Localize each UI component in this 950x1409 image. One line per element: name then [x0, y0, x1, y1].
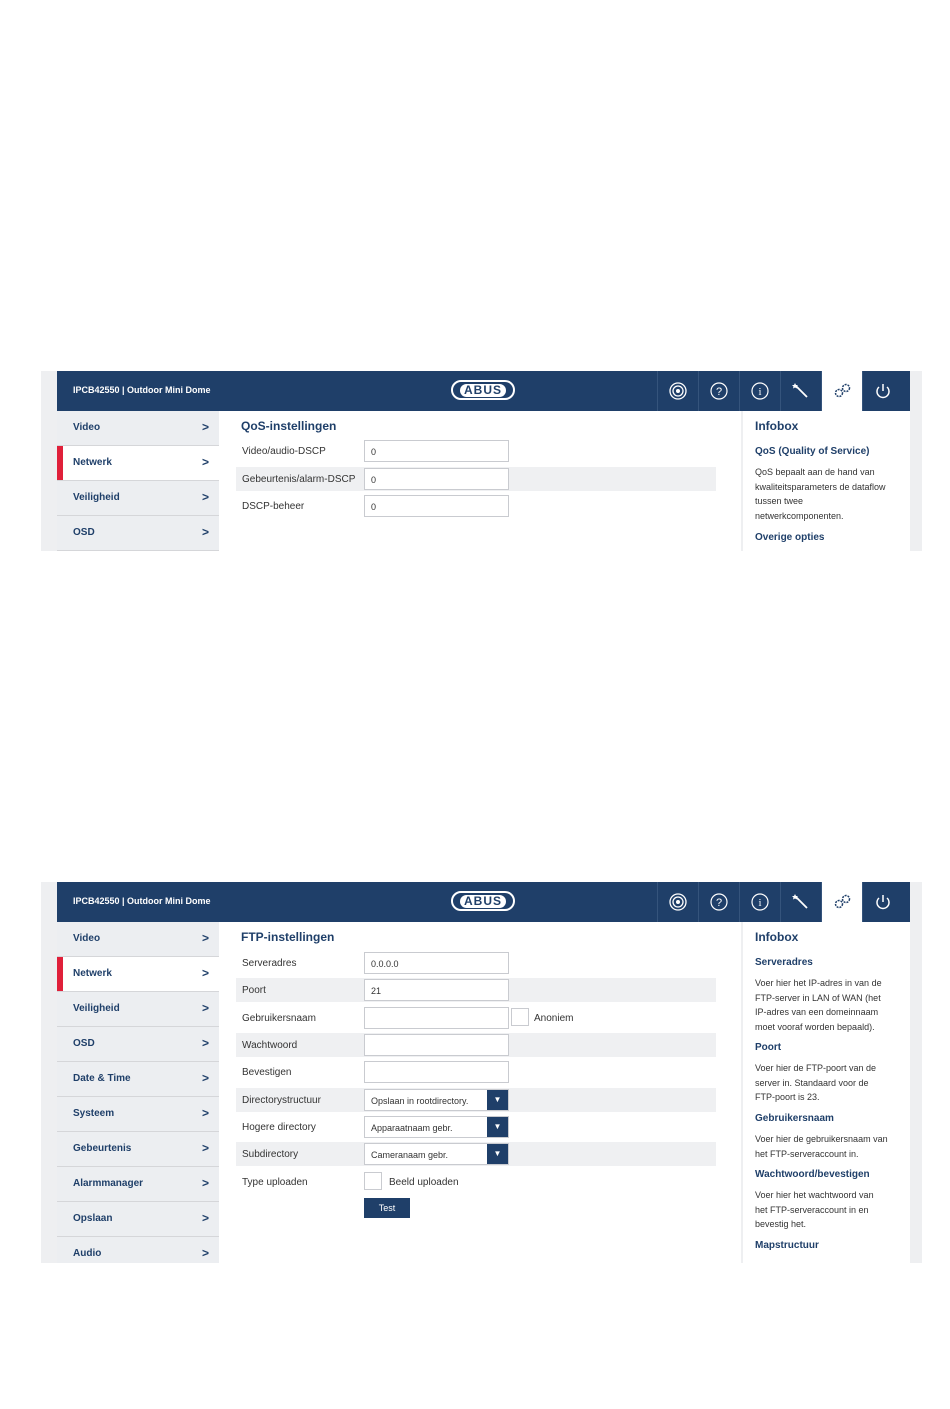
confirm-password-input[interactable]: [364, 1061, 509, 1083]
sidebar-item-netwerk[interactable]: Netwerk >: [57, 446, 219, 481]
field-row-serveradres: Serveradres 0.0.0.0: [236, 951, 716, 975]
wizard-icon[interactable]: [780, 882, 821, 922]
infobox-heading: Gebruikersnaam: [755, 1113, 834, 1124]
infobox-text: Voer hier de FTP-poort van de server in. Standaard voor de FTP-poort is 23.: [755, 1063, 877, 1103]
server-address-input[interactable]: 0.0.0.0: [364, 952, 509, 974]
sidebar-item-veiligheid[interactable]: Veiligheid >: [57, 992, 219, 1027]
page-title: QoS-instellingen: [241, 419, 337, 433]
sidebar-item-opslaan[interactable]: Opslaan >: [57, 1202, 219, 1237]
infobox-heading: Serveradres: [755, 957, 813, 968]
chevron-right-icon: >: [201, 1211, 209, 1225]
sidebar-item-veiligheid[interactable]: Veiligheid >: [57, 481, 219, 516]
field-row-directorystructuur: Directorystructuur Opslaan in rootdirectory. ▼: [236, 1088, 716, 1112]
anonymous-checkbox[interactable]: [511, 1008, 529, 1026]
sidebar: [57, 411, 219, 551]
upload-image-checkbox[interactable]: [364, 1172, 382, 1190]
anonymous-label: Anoniem: [534, 1013, 574, 1024]
infobox-text: Voer hier het IP-adres in van de FTP-server in LAN of WAN (het IP-adres van een domeinnaam moet vooraf worden bepaald).: [755, 978, 882, 1032]
sidebar-item-alarmmanager[interactable]: Alarmmanager >: [57, 1167, 219, 1202]
chevron-right-icon: >: [201, 1141, 209, 1155]
chevron-right-icon: >: [201, 1246, 209, 1260]
field-row-poort: Poort 21: [236, 978, 716, 1002]
username-input[interactable]: [364, 1007, 509, 1029]
infobox-heading: Poort: [755, 1042, 782, 1053]
chevron-right-icon: >: [201, 490, 209, 504]
device-name: IPCB42550 | Outdoor Mini Dome: [73, 385, 211, 395]
svg-text:?: ?: [715, 386, 723, 398]
sidebar: [57, 922, 219, 1263]
sidebar-item-audio[interactable]: Audio >: [57, 1237, 219, 1263]
sidebar-item-date-time[interactable]: Date & Time >: [57, 1062, 219, 1097]
password-input[interactable]: [364, 1034, 509, 1056]
sidebar-item-netwerk[interactable]: Netwerk >: [57, 957, 219, 992]
infobox-text: QoS bepaalt aan de hand van kwaliteitsparameters de dataflow tussen twee netwerkcomponenten.: [755, 467, 886, 521]
infobox-title: Infobox: [755, 419, 799, 433]
chevron-right-icon: >: [201, 420, 209, 434]
field-row-video-audio-dscp: Video/audio-DSCP 0: [236, 439, 716, 463]
power-icon[interactable]: [862, 882, 903, 922]
field-row-hogere-directory: Hogere directory Apparaatnaam gebr. ▼: [236, 1115, 716, 1139]
ftp-screenshot: [41, 882, 922, 1263]
chevron-right-icon: >: [201, 931, 209, 945]
svg-text:i: i: [758, 386, 762, 398]
field-row-gebruikersnaam: Gebruikersnaam Anoniem: [236, 1006, 716, 1030]
dropdown-arrow-icon: ▼: [487, 1117, 508, 1137]
infobox: [743, 922, 910, 1263]
help-icon[interactable]: [698, 371, 739, 411]
sidebar-item-osd[interactable]: OSD >: [57, 516, 219, 551]
port-input[interactable]: 21: [364, 979, 509, 1001]
top-bar: [57, 371, 910, 411]
event-alarm-dscp-input[interactable]: 0: [364, 468, 509, 490]
video-audio-dscp-input[interactable]: 0: [364, 440, 509, 462]
parent-directory-select[interactable]: Apparaatnaam gebr. ▼: [364, 1116, 509, 1138]
test-button[interactable]: Test: [364, 1198, 410, 1218]
chevron-right-icon: >: [201, 455, 209, 469]
sidebar-item-video[interactable]: Video >: [57, 922, 219, 957]
info-icon[interactable]: [739, 882, 780, 922]
chevron-right-icon: >: [201, 1176, 209, 1190]
dscp-beheer-input[interactable]: 0: [364, 495, 509, 517]
infobox-text: Voer hier het wachtwoord van het FTP-serveraccount in en bevestig het.: [755, 1190, 874, 1230]
infobox-heading: QoS (Quality of Service): [755, 446, 870, 457]
infobox-heading: Wachtwoord/bevestigen: [755, 1169, 870, 1180]
main-panel: [219, 922, 741, 1263]
wizard-icon[interactable]: [780, 371, 821, 411]
device-name: IPCB42550 | Outdoor Mini Dome: [73, 896, 211, 906]
upload-image-label: Beeld uploaden: [389, 1177, 459, 1188]
infobox-text: Voer hier de gebruikersnaam van het FTP-serveraccount in.: [755, 1134, 888, 1159]
field-row-event-alarm-dscp: Gebeurtenis/alarm-DSCP 0: [236, 467, 716, 491]
sidebar-item-systeem[interactable]: Systeem >: [57, 1097, 219, 1132]
top-bar: [57, 882, 910, 922]
chevron-right-icon: >: [201, 525, 209, 539]
info-icon[interactable]: [739, 371, 780, 411]
abus-logo: ABUS: [451, 891, 515, 911]
qos-screenshot: [41, 371, 922, 551]
subdirectory-select[interactable]: Cameranaam gebr. ▼: [364, 1143, 509, 1165]
sidebar-item-video[interactable]: Video >: [57, 411, 219, 446]
page-title: FTP-instellingen: [241, 930, 335, 944]
abus-logo: ABUS: [451, 380, 515, 400]
infobox-heading[interactable]: Overige opties: [755, 532, 825, 543]
chevron-right-icon: >: [201, 1001, 209, 1015]
chevron-right-icon: >: [201, 966, 209, 980]
svg-text:i: i: [758, 897, 762, 909]
live-view-icon[interactable]: [657, 371, 698, 411]
field-row-wachtwoord: Wachtwoord: [236, 1033, 716, 1057]
settings-icon[interactable]: [821, 371, 862, 411]
live-view-icon[interactable]: [657, 882, 698, 922]
sidebar-item-osd[interactable]: OSD >: [57, 1027, 219, 1062]
dropdown-arrow-icon: ▼: [487, 1090, 508, 1110]
sidebar-item-gebeurtenis[interactable]: Gebeurtenis >: [57, 1132, 219, 1167]
infobox-title: Infobox: [755, 930, 799, 944]
infobox: [743, 411, 910, 551]
directory-structure-select[interactable]: Opslaan in rootdirectory. ▼: [364, 1089, 509, 1111]
dropdown-arrow-icon: ▼: [487, 1144, 508, 1164]
chevron-right-icon: >: [201, 1106, 209, 1120]
field-row-subdirectory: Subdirectory Cameranaam gebr. ▼: [236, 1142, 716, 1166]
chevron-right-icon: >: [201, 1071, 209, 1085]
main-panel: [219, 411, 741, 551]
field-row-dscp-beheer: DSCP-beheer 0: [236, 494, 716, 518]
svg-text:?: ?: [715, 897, 723, 909]
field-row-type-uploaden: Type uploaden Beeld uploaden: [236, 1170, 716, 1194]
field-row-bevestigen: Bevestigen: [236, 1060, 716, 1084]
infobox-heading: Mapstructuur: [755, 1240, 819, 1251]
chevron-right-icon: >: [201, 1036, 209, 1050]
settings-icon[interactable]: [821, 882, 862, 922]
help-icon[interactable]: [698, 882, 739, 922]
power-icon[interactable]: [862, 371, 903, 411]
